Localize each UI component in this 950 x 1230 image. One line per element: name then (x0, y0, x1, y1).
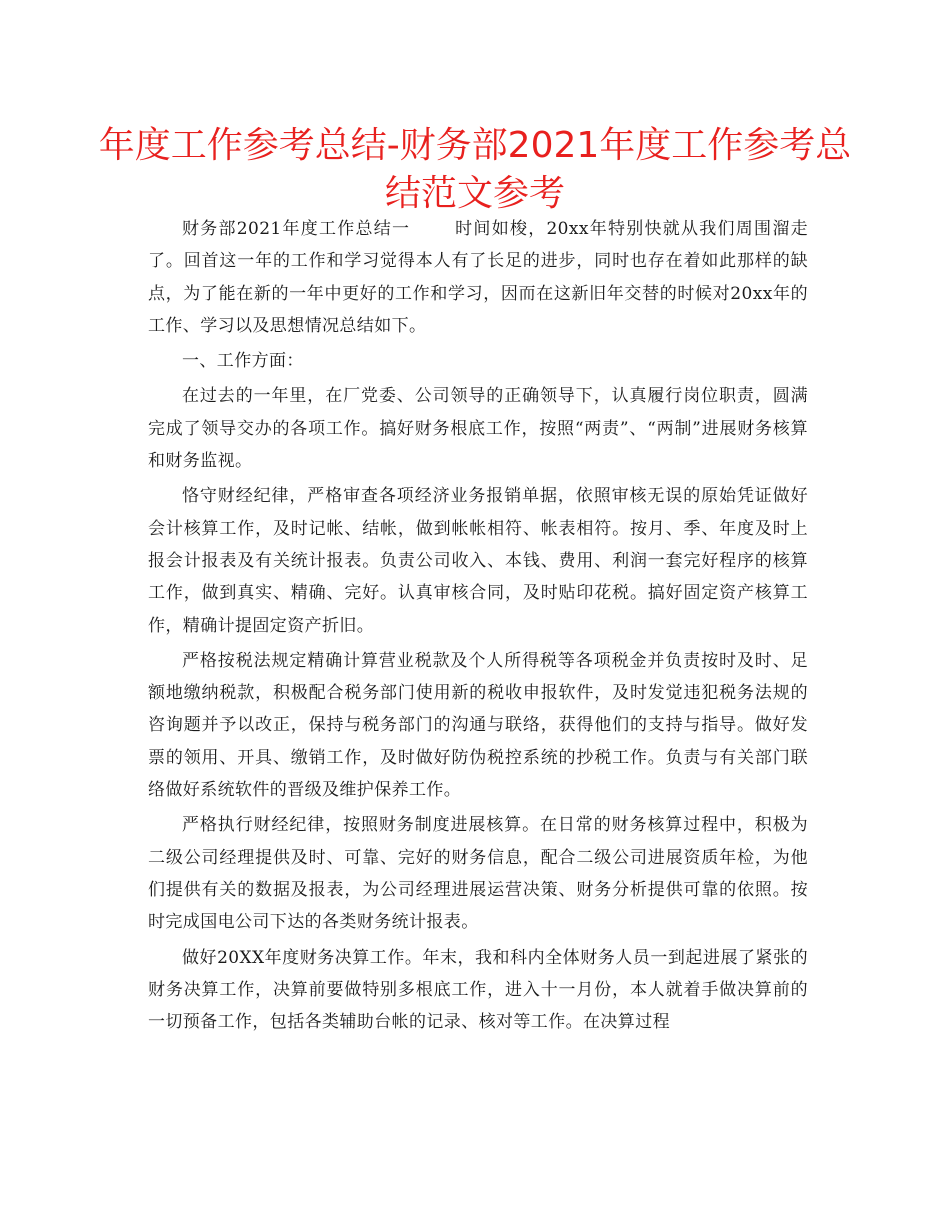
intro-text: 时间如梭，20xx年特别快就从我们周围溜走了。回首这一年的工作和学习觉得本人有了长足的进步，同时也存在着如此那样的缺点，为了能在新的一年中更好的工作和学习，因而在这新旧年交替的时候对20xx年的工作、学习以及思想情况总结如下。 (148, 219, 808, 336)
document-title: 年度工作参考总结-财务部2021年度工作参考总结范文参考 (98, 125, 852, 214)
intro-heading: 财务部2021年度工作总结一 (182, 219, 411, 239)
paragraph: 严格按税法规定精确计算营业税款及个人所得税等各项税金并负责按时及时、足额地缴纳税款，积极配合税务部门使用新的税收申报软件，及时发觉违犯税务法规的咨询题并予以改正，保持与税务部门的沟通与联络，获得他们的支持与指导。做好发票的领用、开具、缴销工作，及时做好防伪税控系统的抄税工作。负责与有关部门联络做好系统软件的晋级及维护保养工作。 (148, 650, 808, 801)
paragraph: 在过去的一年里，在厂党委、公司领导的正确领导下，认真履行岗位职责，圆满完成了领导交办的各项工作。搞好财务根底工作，按照“两责”、“两制”进展财务核算和财务监视。 (148, 386, 808, 472)
paragraph-intro (148, 213, 808, 342)
paragraph: 严格执行财经纪律，按照财务制度进展核算。在日常的财务核算过程中，积极为二级公司经理提供及时、可靠、完好的财务信息，配合二级公司进展资质年检，为他们提供有关的数据及报表，为公司经理进展运营决策、财务分析提供可靠的依照。按时完成国电公司下达的各类财务统计报表。 (148, 815, 808, 933)
paragraph-section-heading: 一、工作方面： (182, 351, 304, 372)
paragraph: 恪守财经纪律，严格审查各项经济业务报销单据，依照审核无误的原始凭证做好会计核算工作，及时记帐、结帐，做到帐帐相符、帐表相符。按月、季、年度及时上报会计报表及有关统计报表。负责公司收入、本钱、费用、利润一套完好程序的核算工作，做到真实、精确、完好。认真审核合同，及时贴印花税。搞好固定资产核算工作，精确计提固定资产折旧。 (148, 486, 808, 636)
paragraph: 做好20XX年度财务决算工作。年末，我和科内全体财务人员一到起进展了紧张的财务决算工作，决算前要做特别多根底工作，进入十一月份，本人就着手做决算前的一切预备工作，包括各类辅助台帐的记录、核对等工作。在决算过程 (148, 947, 808, 1033)
document-body (148, 213, 808, 1041)
